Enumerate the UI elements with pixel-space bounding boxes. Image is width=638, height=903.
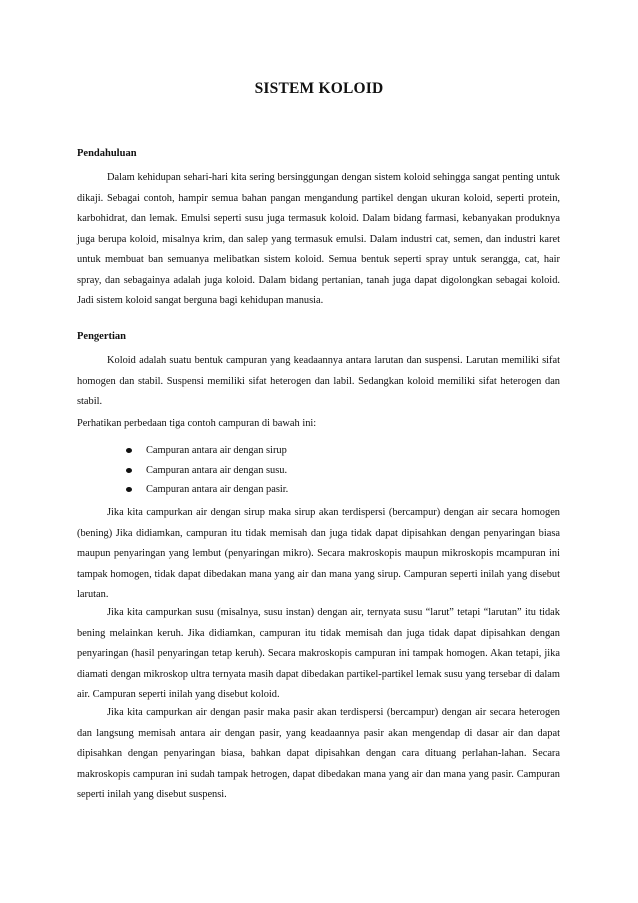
section-heading-pendahuluan: Pendahuluan (77, 148, 137, 159)
paragraph-definition: Koloid adalah suatu bentuk campuran yang keadaannya antara larutan dan suspensi. Larutan memiliki sifat homogen dan stabil. Suspensi memiliki sifat heterogen dan labil. Sedangkan koloid memiliki sifat heterogen dan stabil. (77, 355, 560, 407)
paragraph-intro-list: Perhatikan perbedaan tiga contoh campuran di bawah ini: (77, 418, 317, 429)
paragraph-pendahuluan: Dalam kehidupan sehari-hari kita sering bersinggungan dengan sistem koloid sehingga sangat penting untuk dikaji. Sebagai contoh, hampir semua bahan pangan mengandung partikel dengan ukuran koloid, seperti protein, karbohidrat, dan lemak. Emulsi seperti susu juga termasuk koloid. Dalam bidang farmasi, kebanyakan produknya juga berupa koloid, misalnya krim, dan salep yang termasuk emulsi. Dalam industri cat, semen, dan industri karet untuk membuat ban semuanya melibatkan sistem koloid. Semua bentuk seperti spray untuk serangga, cat, hair spray, dan sebagainya adalah juga koloid. Dalam bidang pertanian, tanah juga dapat digolongkan sebagai koloid. Jadi sistem koloid sangat berguna bagi kehidupan manusia. (77, 172, 560, 306)
section-heading-pengertian: Pengertian (77, 331, 126, 342)
list-item: Campuran antara air dengan susu. (124, 461, 288, 481)
paragraph-suspensi: Jika kita campurkan air dengan pasir maka pasir akan terdispersi (bercampur) dengan air secara heterogen dan langsung memisah antara air dengan pasir, yang keadaannya pasir akan mengendap di dasar air dan dapat dipisahkan dengan penyaringan biasa, bahkan dapat dipisahkan dengan cara dituang perlahan-lahan. Secara makroskopis campuran ini sudah tampak hetrogen, dapat dibedakan mana yang air dan mana yang pasir. Campuran seperti inilah yang disebut suspensi. (77, 707, 560, 800)
paragraph-koloid: Jika kita campurkan susu (misalnya, susu instan) dengan air, ternyata susu “larut” tetapi “larutan” itu tidak bening melainkan keruh. Jika didiamkan, campuran itu tidak memisah dan juga tidak dapat dipisahkan dengan penyaringan (hasil penyaringan tetap keruh). Secara makroskopis campuran ini tampak homogen. Akan tetapi, jika diamati dengan mikroskop ultra ternyata masih dapat dibedakan partikel-partikel lemak susu yang tersebar di dalam air. Campuran seperti inilah yang disebut koloid. (77, 607, 560, 700)
bullet-icon (126, 487, 132, 492)
page-title: SISTEM KOLOID (254, 80, 384, 97)
bullet-icon (126, 468, 132, 473)
example-list (124, 441, 288, 500)
list-item: Campuran antara air dengan sirup (124, 441, 288, 461)
bullet-icon (126, 448, 132, 453)
list-item: Campuran antara air dengan pasir. (124, 480, 288, 500)
paragraph-larutan: Jika kita campurkan air dengan sirup maka sirup akan terdispersi (bercampur) dengan air secara homogen (bening) Jika didiamkan, campuran itu tidak memisah dan juga tidak dapat dipisahkan dengan penyaringan biasa maupun penyaringan yang lembut (penyaringan mikro). Secara makroskopis maupun mikroskopis mcampuran ini tampak homogen, tidak dapat dibedakan mana yang air dan mana yang sirup. Campuran seperti inilah yang disebut larutan. (77, 507, 560, 600)
